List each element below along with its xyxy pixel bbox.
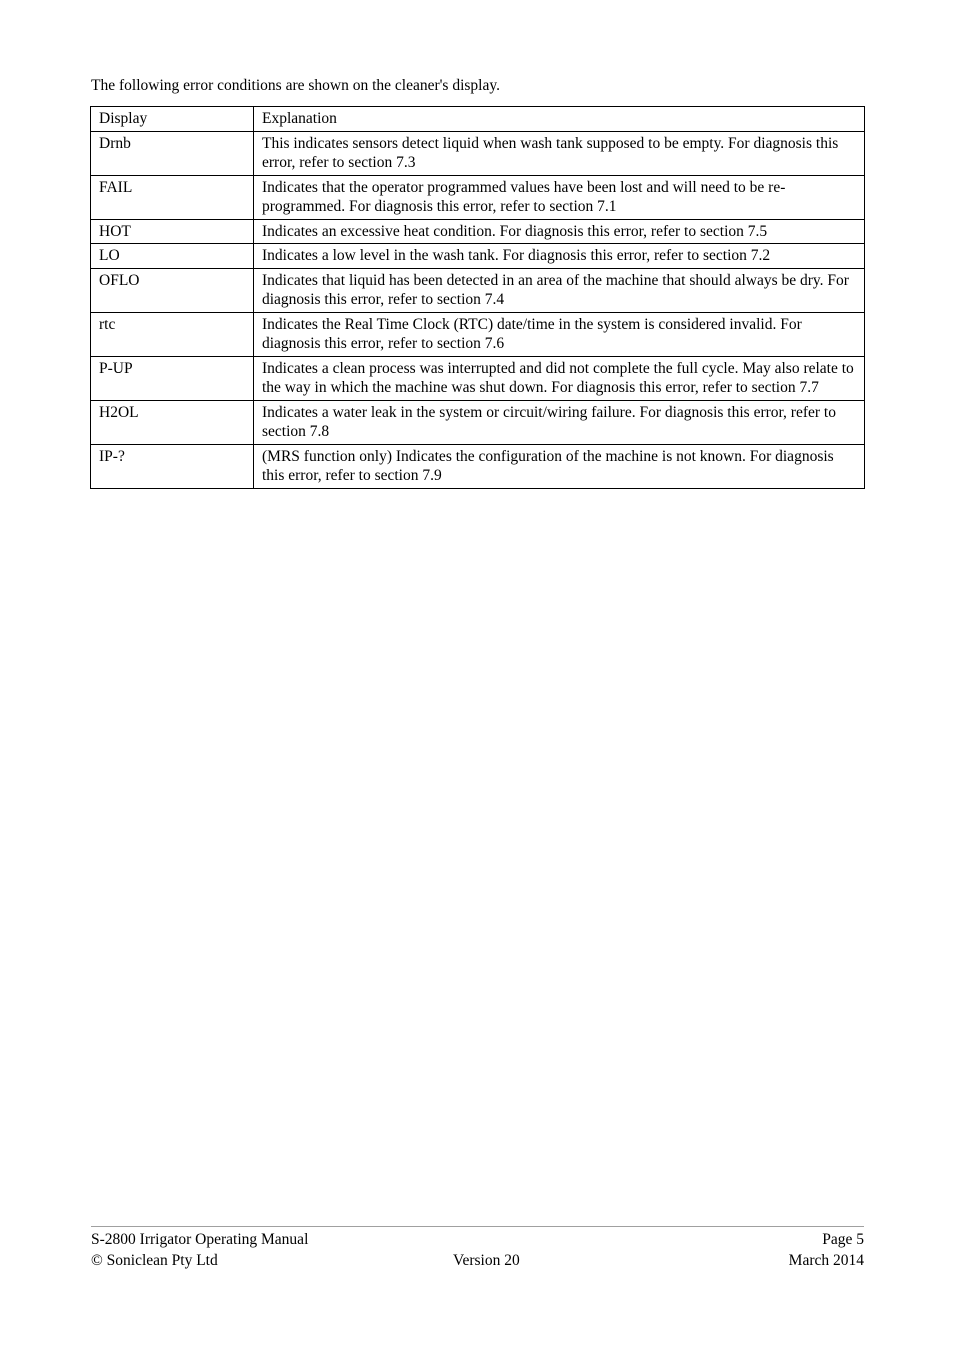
- table-row: [91, 444, 865, 488]
- version-text: Version 20: [453, 1252, 520, 1269]
- display-code: LO: [91, 244, 254, 269]
- table-row: [91, 268, 865, 312]
- error-conditions-table: [90, 106, 865, 489]
- table-header-row: [91, 107, 865, 132]
- footer-row-2: [91, 1250, 864, 1271]
- footer-row-1: [91, 1229, 864, 1250]
- display-code: P-UP: [91, 356, 254, 400]
- display-code: OFLO: [91, 268, 254, 312]
- date-text: March 2014: [788, 1252, 864, 1269]
- explanation-text: Indicates a clean process was interrupted and did not complete the full cycle. May also relate to the way in which the machine was shut down. For diagnosis this error, refer to section 7.7: [254, 356, 865, 400]
- explanation-text: Indicates a low level in the wash tank. For diagnosis this error, refer to section 7.2: [254, 244, 865, 269]
- explanation-text: Indicates that liquid has been detected in an area of the machine that should always be dry. For diagnosis this error, refer to section 7.4: [254, 268, 865, 312]
- manual-title: S-2800 Irrigator Operating Manual: [91, 1231, 309, 1248]
- explanation-text: Indicates a water leak in the system or circuit/wiring failure. For diagnosis this error, refer to section 7.8: [254, 400, 865, 444]
- explanation-text: Indicates that the operator programmed values have been lost and will need to be re-programmed. For diagnosis this error, refer to section 7.1: [254, 175, 865, 219]
- table-row: [91, 131, 865, 175]
- table-row: [91, 175, 865, 219]
- table-row: [91, 356, 865, 400]
- display-code: HOT: [91, 219, 254, 244]
- column-header-display: Display: [91, 107, 254, 132]
- table-row: [91, 400, 865, 444]
- column-header-explanation: Explanation: [254, 107, 865, 132]
- table-row: [91, 244, 865, 269]
- table-row: [91, 312, 865, 356]
- display-code: rtc: [91, 312, 254, 356]
- display-code: FAIL: [91, 175, 254, 219]
- table-row: [91, 219, 865, 244]
- explanation-text: This indicates sensors detect liquid when wash tank supposed to be empty. For diagnosis this error, refer to section 7.3: [254, 131, 865, 175]
- display-code: Drnb: [91, 131, 254, 175]
- display-code: H2OL: [91, 400, 254, 444]
- explanation-text: Indicates the Real Time Clock (RTC) date/time in the system is considered invalid. For diagnosis this error, refer to section 7.6: [254, 312, 865, 356]
- intro-text: The following error conditions are shown on the cleaner's display.: [91, 77, 500, 94]
- explanation-text: (MRS function only) Indicates the configuration of the machine is not known. For diagnosis this error, refer to section 7.9: [254, 444, 865, 488]
- explanation-text: Indicates an excessive heat condition. For diagnosis this error, refer to section 7.5: [254, 219, 865, 244]
- page-number: Page 5: [822, 1231, 864, 1248]
- display-code: IP-?: [91, 444, 254, 488]
- page-footer: [91, 1226, 864, 1271]
- copyright-text: © Soniclean Pty Ltd: [91, 1252, 218, 1269]
